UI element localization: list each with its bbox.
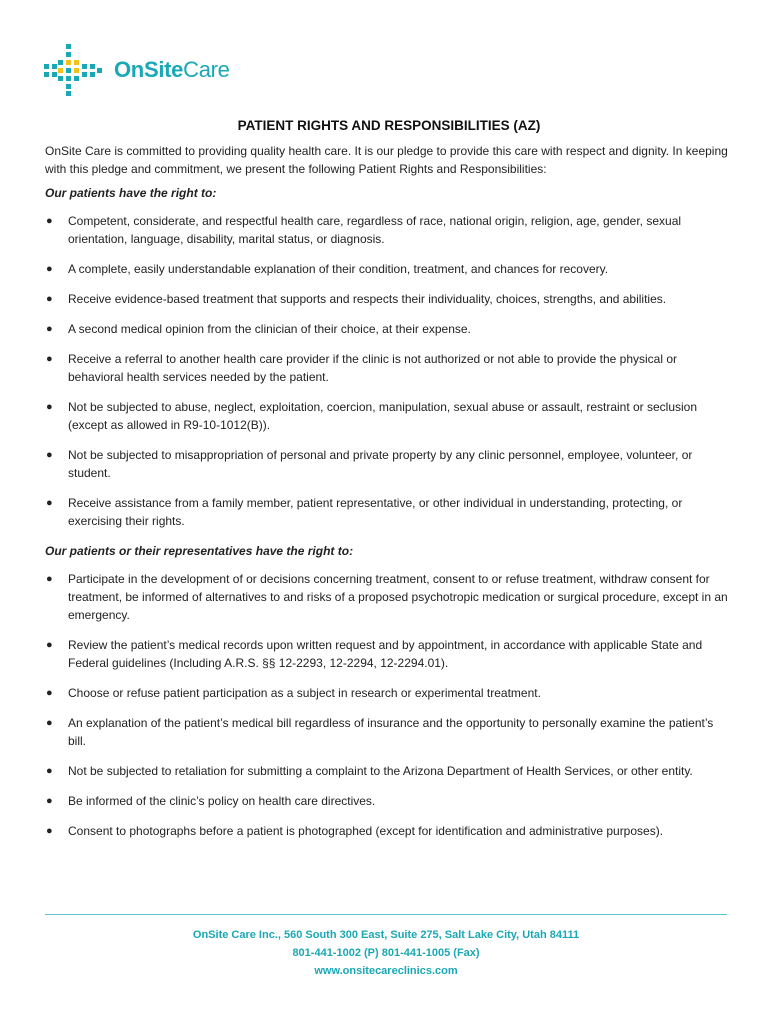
logo-text-care: Care <box>183 57 230 82</box>
logo-text-onsite: OnSite <box>114 57 184 82</box>
list-item-text: Review the patient’s medical records upon written request and by appointment, in accordance with applicable State and Federal guidelines (Including A.R.S. §§ 12-2293, 12-2294, 12-2294.01). <box>68 638 703 670</box>
list-item-text: A second medical opinion from the clinician of their choice, at their expense. <box>68 322 471 336</box>
list-item <box>45 762 733 780</box>
document-title: PATIENT RIGHTS AND RESPONSIBILITIES (AZ) <box>237 118 541 133</box>
list-item <box>45 714 733 750</box>
bullet-icon: ● <box>46 765 53 777</box>
company-logo <box>44 44 230 96</box>
patient-rights-list <box>45 212 733 530</box>
bullet-icon: ● <box>46 293 53 305</box>
representative-rights-list <box>45 570 733 840</box>
list-item-text: Receive a referral to another health care provider if the clinic is not authorized or not able to provide the physical or behavioral health services needed by the patient. <box>68 352 677 384</box>
bullet-icon: ● <box>46 687 53 699</box>
bullet-icon: ● <box>46 449 53 461</box>
onsite-care-logo-icon <box>44 44 102 96</box>
list-item-text: Not be subjected to retaliation for submitting a complaint to the Arizona Department of Health Services, or other entity. <box>68 764 693 778</box>
list-item <box>45 446 733 482</box>
bullet-icon: ● <box>46 639 53 651</box>
list-item-text: Choose or refuse patient participation as a subject in research or experimental treatment. <box>68 686 541 700</box>
bullet-icon: ● <box>46 215 53 227</box>
list-item <box>45 570 733 624</box>
list-item-text: Receive assistance from a family member, patient representative, or other individual in understanding, protecting, or exercising their rights. <box>68 496 683 528</box>
list-item-text: A complete, easily understandable explanation of their condition, treatment, and chances for recovery. <box>68 262 609 276</box>
intro-paragraph: OnSite Care is committed to providing quality health care. It is our pledge to provide this care with respect and dignity. In keeping with this pledge and commitment, we present the following Patient Rights and Responsibilities: <box>45 144 728 176</box>
logo-wordmark <box>114 59 230 81</box>
list-item <box>45 494 733 530</box>
bullet-icon: ● <box>46 263 53 275</box>
list-item <box>45 636 733 672</box>
bullet-icon: ● <box>46 717 53 729</box>
list-item <box>45 350 733 386</box>
list-item-text: Not be subjected to abuse, neglect, exploitation, coercion, manipulation, sexual abuse or assault, restraint or seclusion (except as allowed in R9-10-1012(B)). <box>68 400 698 432</box>
footer-address: OnSite Care Inc., 560 South 300 East, Suite 275, Salt Lake City, Utah 84111 <box>192 929 580 941</box>
list-item <box>45 320 733 338</box>
list-item-text: Participate in the development of or decisions concerning treatment, consent to or refuse treatment, withdraw consent for treatment, be informed of alternatives to and risks of a proposed psychotropic medication or surgical procedure, except in an emergency. <box>68 572 728 622</box>
list-item <box>45 260 733 278</box>
bullet-icon: ● <box>46 353 53 365</box>
footer-divider <box>45 914 727 915</box>
page-footer <box>45 926 727 980</box>
list-item <box>45 684 733 702</box>
bullet-icon: ● <box>46 323 53 335</box>
section-heading-representative-rights: Our patients or their representatives have the right to: <box>45 544 354 558</box>
bullet-icon: ● <box>46 497 53 509</box>
section-heading-patient-rights: Our patients have the right to: <box>45 186 217 200</box>
document-body <box>45 118 733 852</box>
footer-website-link[interactable]: www.onsitecareclinics.com <box>314 965 458 977</box>
footer-phone: 801-441-1002 (P) 801-441-1005 (Fax) <box>292 947 480 959</box>
list-item-text: Consent to photographs before a patient is photographed (except for identification and administrative purposes). <box>68 824 664 838</box>
list-item <box>45 212 733 248</box>
bullet-icon: ● <box>46 825 53 837</box>
list-item <box>45 398 733 434</box>
list-item <box>45 822 733 840</box>
list-item-text: Competent, considerate, and respectful health care, regardless of race, national origin, religion, age, gender, sexual orientation, language, disability, marital status, or diagnosis. <box>68 214 682 246</box>
bullet-icon: ● <box>46 573 53 585</box>
bullet-icon: ● <box>46 401 53 413</box>
list-item-text: An explanation of the patient’s medical bill regardless of insurance and the opportunity to personally examine the patient’s bill. <box>68 716 714 748</box>
list-item <box>45 290 733 308</box>
bullet-icon: ● <box>46 795 53 807</box>
list-item-text: Not be subjected to misappropriation of personal and private property by any clinic personnel, employee, volunteer, or student. <box>68 448 693 480</box>
list-item-text: Receive evidence-based treatment that supports and respects their individuality, choices, strengths, and abilities. <box>68 292 667 306</box>
list-item <box>45 792 733 810</box>
list-item-text: Be informed of the clinic’s policy on health care directives. <box>68 794 376 808</box>
